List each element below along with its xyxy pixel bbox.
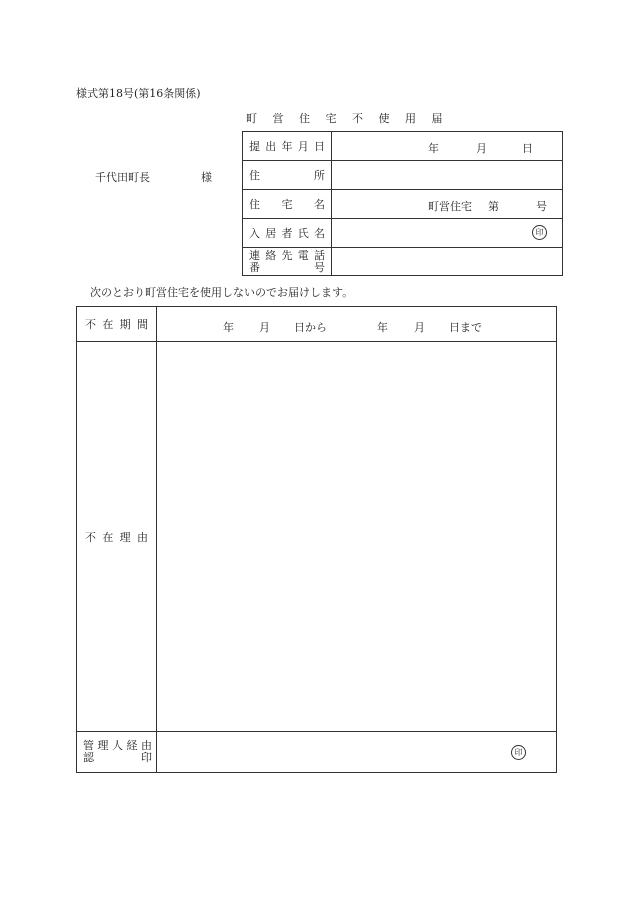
label-char: 認	[83, 751, 94, 764]
notice-text: 次のとおり町営住宅を使用しないのでお届けします。	[90, 286, 354, 299]
address-label	[243, 161, 332, 190]
honorific: 様	[201, 171, 212, 184]
label-char: 氏	[297, 227, 309, 240]
label-char: 入	[249, 227, 260, 240]
address-row	[243, 161, 563, 190]
month-unit: 月	[476, 142, 487, 155]
label-char: 不	[85, 318, 96, 331]
submission-date-row	[243, 132, 563, 161]
label-char: 年	[281, 140, 293, 153]
label-char: 号	[314, 260, 325, 274]
label-char: 期	[119, 318, 131, 331]
phone-field[interactable]	[332, 248, 563, 276]
housing-dai: 第	[488, 200, 499, 213]
absence-details-table	[76, 306, 557, 773]
applicant-info-table	[242, 131, 563, 276]
label-char: 絡	[265, 248, 277, 262]
absence-reason-row	[77, 342, 557, 732]
label-char: 経	[126, 739, 138, 752]
resident-name-label	[243, 219, 332, 248]
manager-seal-label	[77, 732, 157, 773]
label-char: 印	[141, 751, 152, 764]
label-char: 理	[97, 739, 109, 752]
label-char: 出	[265, 140, 277, 153]
resident-name-field[interactable]	[332, 219, 563, 248]
submission-date-label	[243, 132, 332, 161]
document-title: 町 営 住 宅 不 使 用 届	[246, 112, 449, 125]
label-char: 由	[141, 739, 152, 752]
end-year-unit: 年	[377, 321, 388, 334]
housing-prefix: 町営住宅	[428, 200, 472, 213]
label-char: 月	[297, 140, 309, 153]
label-char: 間	[136, 318, 148, 331]
end-month-unit: 月	[414, 321, 425, 334]
label-char: 日	[314, 140, 325, 153]
label-char: 連	[249, 248, 260, 262]
form-number: 様式第18号(第16条関係)	[76, 87, 201, 100]
label-char: 宅	[281, 198, 293, 211]
resident-name-row	[243, 219, 563, 248]
label-char: 在	[102, 318, 114, 331]
end-day-unit: 日まで	[449, 321, 482, 334]
address-field[interactable]	[332, 161, 563, 190]
year-unit: 年	[428, 142, 439, 155]
label-char: 先	[281, 248, 293, 262]
label-char: 人	[112, 739, 123, 752]
absence-period-row	[77, 307, 557, 342]
seal-icon: 印	[511, 745, 526, 760]
label-char: 所	[314, 169, 325, 182]
absence-reason-field[interactable]	[157, 342, 557, 732]
housing-name-field[interactable]	[332, 190, 563, 219]
phone-row	[243, 248, 563, 276]
housing-go: 号	[536, 200, 547, 213]
label-char: 番	[249, 260, 260, 274]
phone-label	[243, 248, 332, 276]
label-char: 名	[314, 227, 325, 240]
absence-reason-label	[77, 342, 157, 732]
manager-seal-field[interactable]	[157, 732, 557, 773]
manager-seal-row	[77, 732, 557, 773]
label-char: 不	[85, 530, 96, 544]
label-char: 由	[136, 530, 148, 544]
label-char: 提	[249, 140, 260, 153]
start-year-unit: 年	[223, 321, 234, 334]
start-month-unit: 月	[259, 321, 270, 334]
seal-icon: 印	[532, 225, 547, 240]
label-char: 居	[265, 227, 277, 240]
label-char: 電	[297, 248, 309, 262]
label-char: 名	[314, 198, 325, 211]
absence-period-field[interactable]	[157, 307, 557, 342]
addressee: 千代田町長	[95, 171, 150, 184]
day-unit: 日	[522, 142, 533, 155]
label-char: 話	[314, 248, 325, 262]
housing-name-label	[243, 190, 332, 219]
absence-period-label	[77, 307, 157, 342]
start-day-unit: 日から	[294, 321, 327, 334]
label-char: 管	[83, 739, 94, 752]
label-char: 住	[249, 169, 260, 182]
submission-date-field[interactable]	[332, 132, 563, 161]
label-char: 在	[102, 530, 114, 544]
housing-name-row	[243, 190, 563, 219]
label-char: 理	[119, 530, 131, 544]
label-char: 者	[281, 227, 293, 240]
label-char: 住	[249, 198, 260, 211]
